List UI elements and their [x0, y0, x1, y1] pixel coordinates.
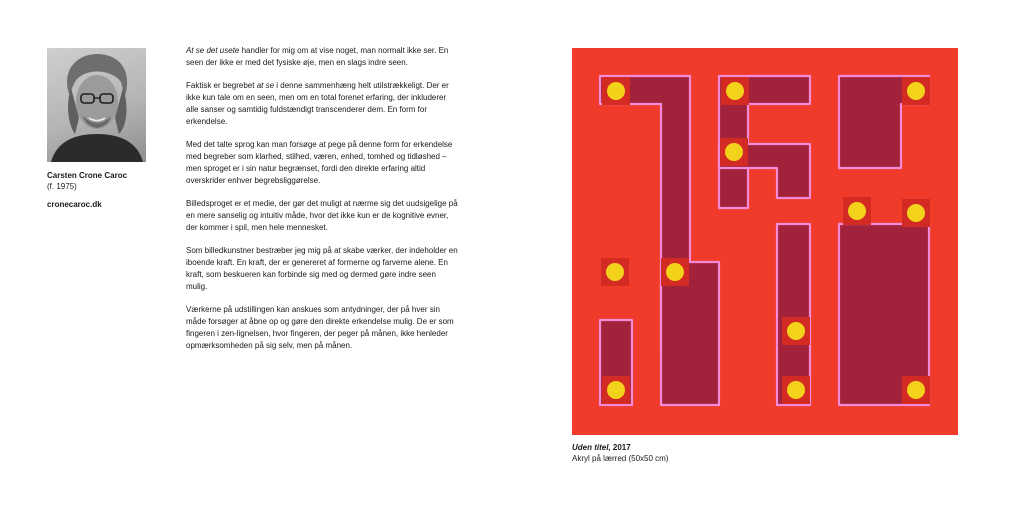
- yellow-dot: [726, 82, 744, 100]
- yellow-dot: [607, 82, 625, 100]
- artwork-title-line: [572, 442, 668, 453]
- artwork-caption: [572, 442, 668, 464]
- artwork-year: 2017: [612, 443, 631, 452]
- yellow-dot: [848, 202, 866, 220]
- yellow-dot: [907, 381, 925, 399]
- artist-caption: [47, 170, 127, 210]
- statement-paragraph-5: Som billedkunstner bestræber jeg mig på at skabe værker, der indeholder en iboende kraft. En kraft, der er genereret af formerne og farverne alene. En kraft, som beskueren kan forbinde sig med og dermed gøre indre seen mulig.: [186, 246, 458, 291]
- yellow-dot: [666, 263, 684, 281]
- artist-born: (f. 1975): [47, 182, 77, 191]
- statement-paragraph-4: Billedsproget er et medie, der gør det muligt at nærme sig det uudsigelige på en mere sanselig og intuitiv måde, hvor det ikke kun er de kognitive evner, der kommer i spil, men hele mennesket.: [186, 199, 458, 232]
- yellow-dot: [606, 263, 624, 281]
- yellow-dot: [787, 322, 805, 340]
- yellow-dot: [907, 204, 925, 222]
- statement-paragraph-6: Værkerne på udstillingen kan anskues som antydninger, der på hver sin måde forsøger at åbne op og gøre den direkte erkendelse mulig. De er som fingeren i zen-lignelsen, hvor fingeren, der peger på månen, ikke henleder opmærksomheden på sig selv, men på månen.: [186, 305, 454, 350]
- artwork-title: Uden titel,: [572, 443, 611, 452]
- yellow-dot: [725, 143, 743, 161]
- artist-portrait: [47, 48, 146, 162]
- yellow-dot: [907, 82, 925, 100]
- statement-paragraph-3: Med det talte sprog kan man forsøge at pege på denne form for erkendelse med begreber som klarhed, stilhed, væren, enhed, tomhed og tidløshed – men sproget er i sin natur begrænset, fordi den direkte erfaring altid overskrider enhver begrebsliggørelse.: [186, 140, 453, 185]
- artist-website-link[interactable]: cronecaroc.dk: [47, 200, 102, 209]
- yellow-dot: [607, 381, 625, 399]
- artist-name: Carsten Crone Caroc: [47, 171, 128, 180]
- statement-paragraph-2: Faktisk er begrebet at se i denne sammenhæng helt utilstrækkeligt. Der er ikke kun tale om en seen, men om en total forenet erfaring, der inkluderer alle sanser og samtidig fuldstændigt transcenderer dem. En form for erkendelse.: [186, 81, 449, 126]
- artwork-painting: [572, 48, 958, 435]
- yellow-dot: [787, 381, 805, 399]
- artwork-medium: Akryl på lærred (50x50 cm): [572, 454, 669, 463]
- statement-paragraph-1: At se det usete handler for mig om at vise noget, man normalt ikke ser. En seen der ikke er med det fysiske øje, men en slags indre seen.: [186, 46, 449, 67]
- artist-statement: [186, 45, 458, 363]
